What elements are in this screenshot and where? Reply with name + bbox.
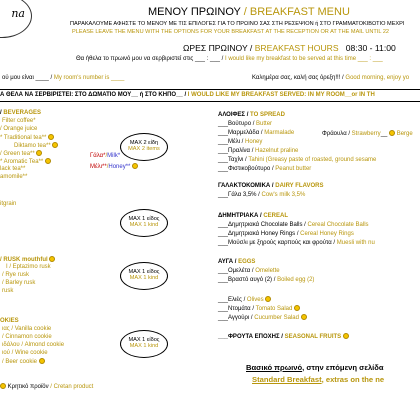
max-items-oval: MAX 1 είδος MAX 1 kind [120,262,168,290]
cretan-product-icon [52,142,58,148]
cretan-product-icon [45,158,51,164]
cookie-item: ιας / Vanilla cookie [2,326,52,332]
egg-item: ___Ομελέτα / Omelette [218,268,280,274]
serve-place-line: Α ΘΕΛΑ ΝΑ ΣΕΡΒΙΡΙΣΤΕΙ: ΣΤΟ ΔΩΜΑΤΙΟ ΜΟΥ__ ή ΣΤΟ ΚΗΠΟ__ / I WOULD LIKE MY BREAKFAST SERVED: IN MY ROOM__or IN TH [0,92,375,98]
bread-item: itgrain [0,201,17,207]
beverage-item: Filter coffee* [2,118,36,124]
rusk-item: / Rye rusk [2,272,30,278]
serve-time-line: Θα ήθελα το πρωινό μου να σερβιριστεί στις ___ : ___ / I would like my breakfast to be served at this time ___ : ___ [76,56,383,62]
cereal-item: ___Δημητριακά Honey Rings / Cereal Honey Rings [218,231,354,237]
fruit-item: ___ΦΡΟΥΤΑ ΕΠΟΧΗΣ / SEASONAL FRUITS [218,333,349,341]
cretan-product-icon [265,296,271,302]
beverages-title: / BEVERAGES [0,110,42,116]
beverage-item: / Orange juice [0,126,38,132]
breakfast-hours: ΩΡΕΣ ΠΡΩΙΝΟΥ / BREAKFAST HOURS 08:30 - 11:00 [183,43,396,53]
cretan-product-icon [132,163,138,169]
cretan-product-icon [36,150,42,156]
beverage-item: * Traditional tea** [0,134,54,142]
cereal-title: ΔΗΜΗΤΡΙΑΚΑ / CEREAL [218,213,288,219]
divider-top [0,89,420,90]
spread-item: ___Μέλι / Honey [218,139,263,145]
beverage-item: lack tea** [0,166,26,172]
jam-flavors: Φράουλα / Strawberry__ Berge [322,131,413,137]
instruction-en: PLEASE LEAVE THE MENU WITH THE OPTIONS FOR YOUR BREAKFAST AT THE RECEPTION OR AT THE MAIL UNTIL 22 [72,29,390,35]
room-number-line: ού μου είναι ____ / My room's number is ____ [2,75,125,81]
cretan-product-icon [0,383,6,389]
spread-title: ΑΛΟΙΦΕΣ / TO SPREAD [218,112,285,118]
cookie-item: ιού / Wine cookie [2,350,48,356]
max-items-oval: MAX 2 είδη MAX 2 items [120,133,168,161]
max-items-oval: MAX 1 είδος MAX 1 kind [120,209,168,237]
cookies-title: OKIES [0,318,19,324]
rusk-item: rusk [2,288,14,294]
cretan-product-icon [39,358,45,364]
rusk-item: Ι / Eptazimo rusk [6,264,51,270]
cookie-item: / Beer cookie [2,358,45,366]
cretan-product-icon [389,130,395,136]
rusk-title: / RUSK mouthful [0,256,55,264]
standard-breakfast-gr: Βασικό πρωινό, στην επόμενη σελίδα [246,363,384,372]
cookie-item: ιδάλου / Almond cookie [2,342,65,348]
cretan-product-icon [301,314,307,320]
dairy-title: ΓΑΛΑΚΤΟΚΟΜΙΚΑ / DAIRY FLAVORS [218,183,324,189]
spread-item: ___Φιστικοβούτυρο / Peanut butter [218,166,312,172]
cretan-product-icon [48,134,54,140]
standard-breakfast-en: Standard Breakfast, extras on the ne [252,375,385,384]
divider-bottom [0,101,420,102]
cereal-item: ___Δημητριακά Chocolate Balls / Cereal Chocolate Balls [218,222,369,228]
menu-title: ΜΕΝΟΥ ΠΡΩΙΝΟΥ / BREAKFAST MENU [148,6,350,18]
veg-item: ___Αγγούρι / Cucumber Salad [218,314,307,322]
cereal-item: ___Μούσλι με ξηρούς καρπούς και φρούτα / Muesli with nu [218,240,375,246]
beverage-item: Diktamo tea** [14,142,58,150]
spread-item: ___Μαρμελάδα / Marmalade [218,130,295,136]
spread-item: ___Ταχίνι / Tahini (Greasy paste of roasted, ground sesame [218,157,377,163]
logo-text: na [11,7,25,20]
beverage-item: * Aromatic Tea** [0,158,51,166]
beverage-item: / Green tea** [0,150,42,158]
cretan-product-icon [343,333,349,339]
veg-item: ___Ντομάτα / Tomato Salad [218,305,300,313]
max-items-oval: MAX 1 είδος MAX 1 kind [120,330,168,358]
greeting-line: Καλημέρα σας, καλή σας όρεξη!!! / Good morning, enjoy yo [252,75,410,81]
egg-item: ___Βραστό αυγό (2) / Boiled egg (2) [218,277,315,283]
cretan-product-icon [294,305,300,311]
cookie-item: / Cinnamon cookie [2,334,52,340]
spread-item: ___Πραλίνα / Hazelnut praline [218,148,299,154]
legend: Κρητικό προϊόν / Cretan product [0,383,93,391]
dairy-item: ___Γάλα 3,5% / Cow's milk 3,5% [218,192,306,198]
spread-item: ___Βούτυρο / Butter [218,121,273,127]
rusk-item: / Barley rusk [2,280,36,286]
beverage-item: amomile** [0,174,28,180]
veg-item: ___Ελιές / Olives [218,296,271,304]
milk-option: Γάλα*/Milk* [90,153,121,159]
honey-option: Μέλι**/Honey** [90,163,138,171]
eggs-title: ΑΥΓΑ / EGGS [218,259,256,265]
hotel-logo [0,0,32,38]
instruction-gr: ΠΑΡΑΚΑΛΟΥΜΕ ΑΦΗΣΤΕ ΤΟ ΜΕΝΟΥ ΜΕ ΤΙΣ ΕΠΙΛΟΓΕΣ ΓΙΑ ΤΟ ΠΡΩΙΝΟ ΣΑΣ ΣΤΗ ΡΕΣΕΨΙΟΝ ή ΣΤΟ ΓΡΑΜΜΑΤΟΚΙΒΩΤΙΟ ΜΕΧΡΙ [70,21,405,27]
cretan-product-icon [49,256,55,262]
